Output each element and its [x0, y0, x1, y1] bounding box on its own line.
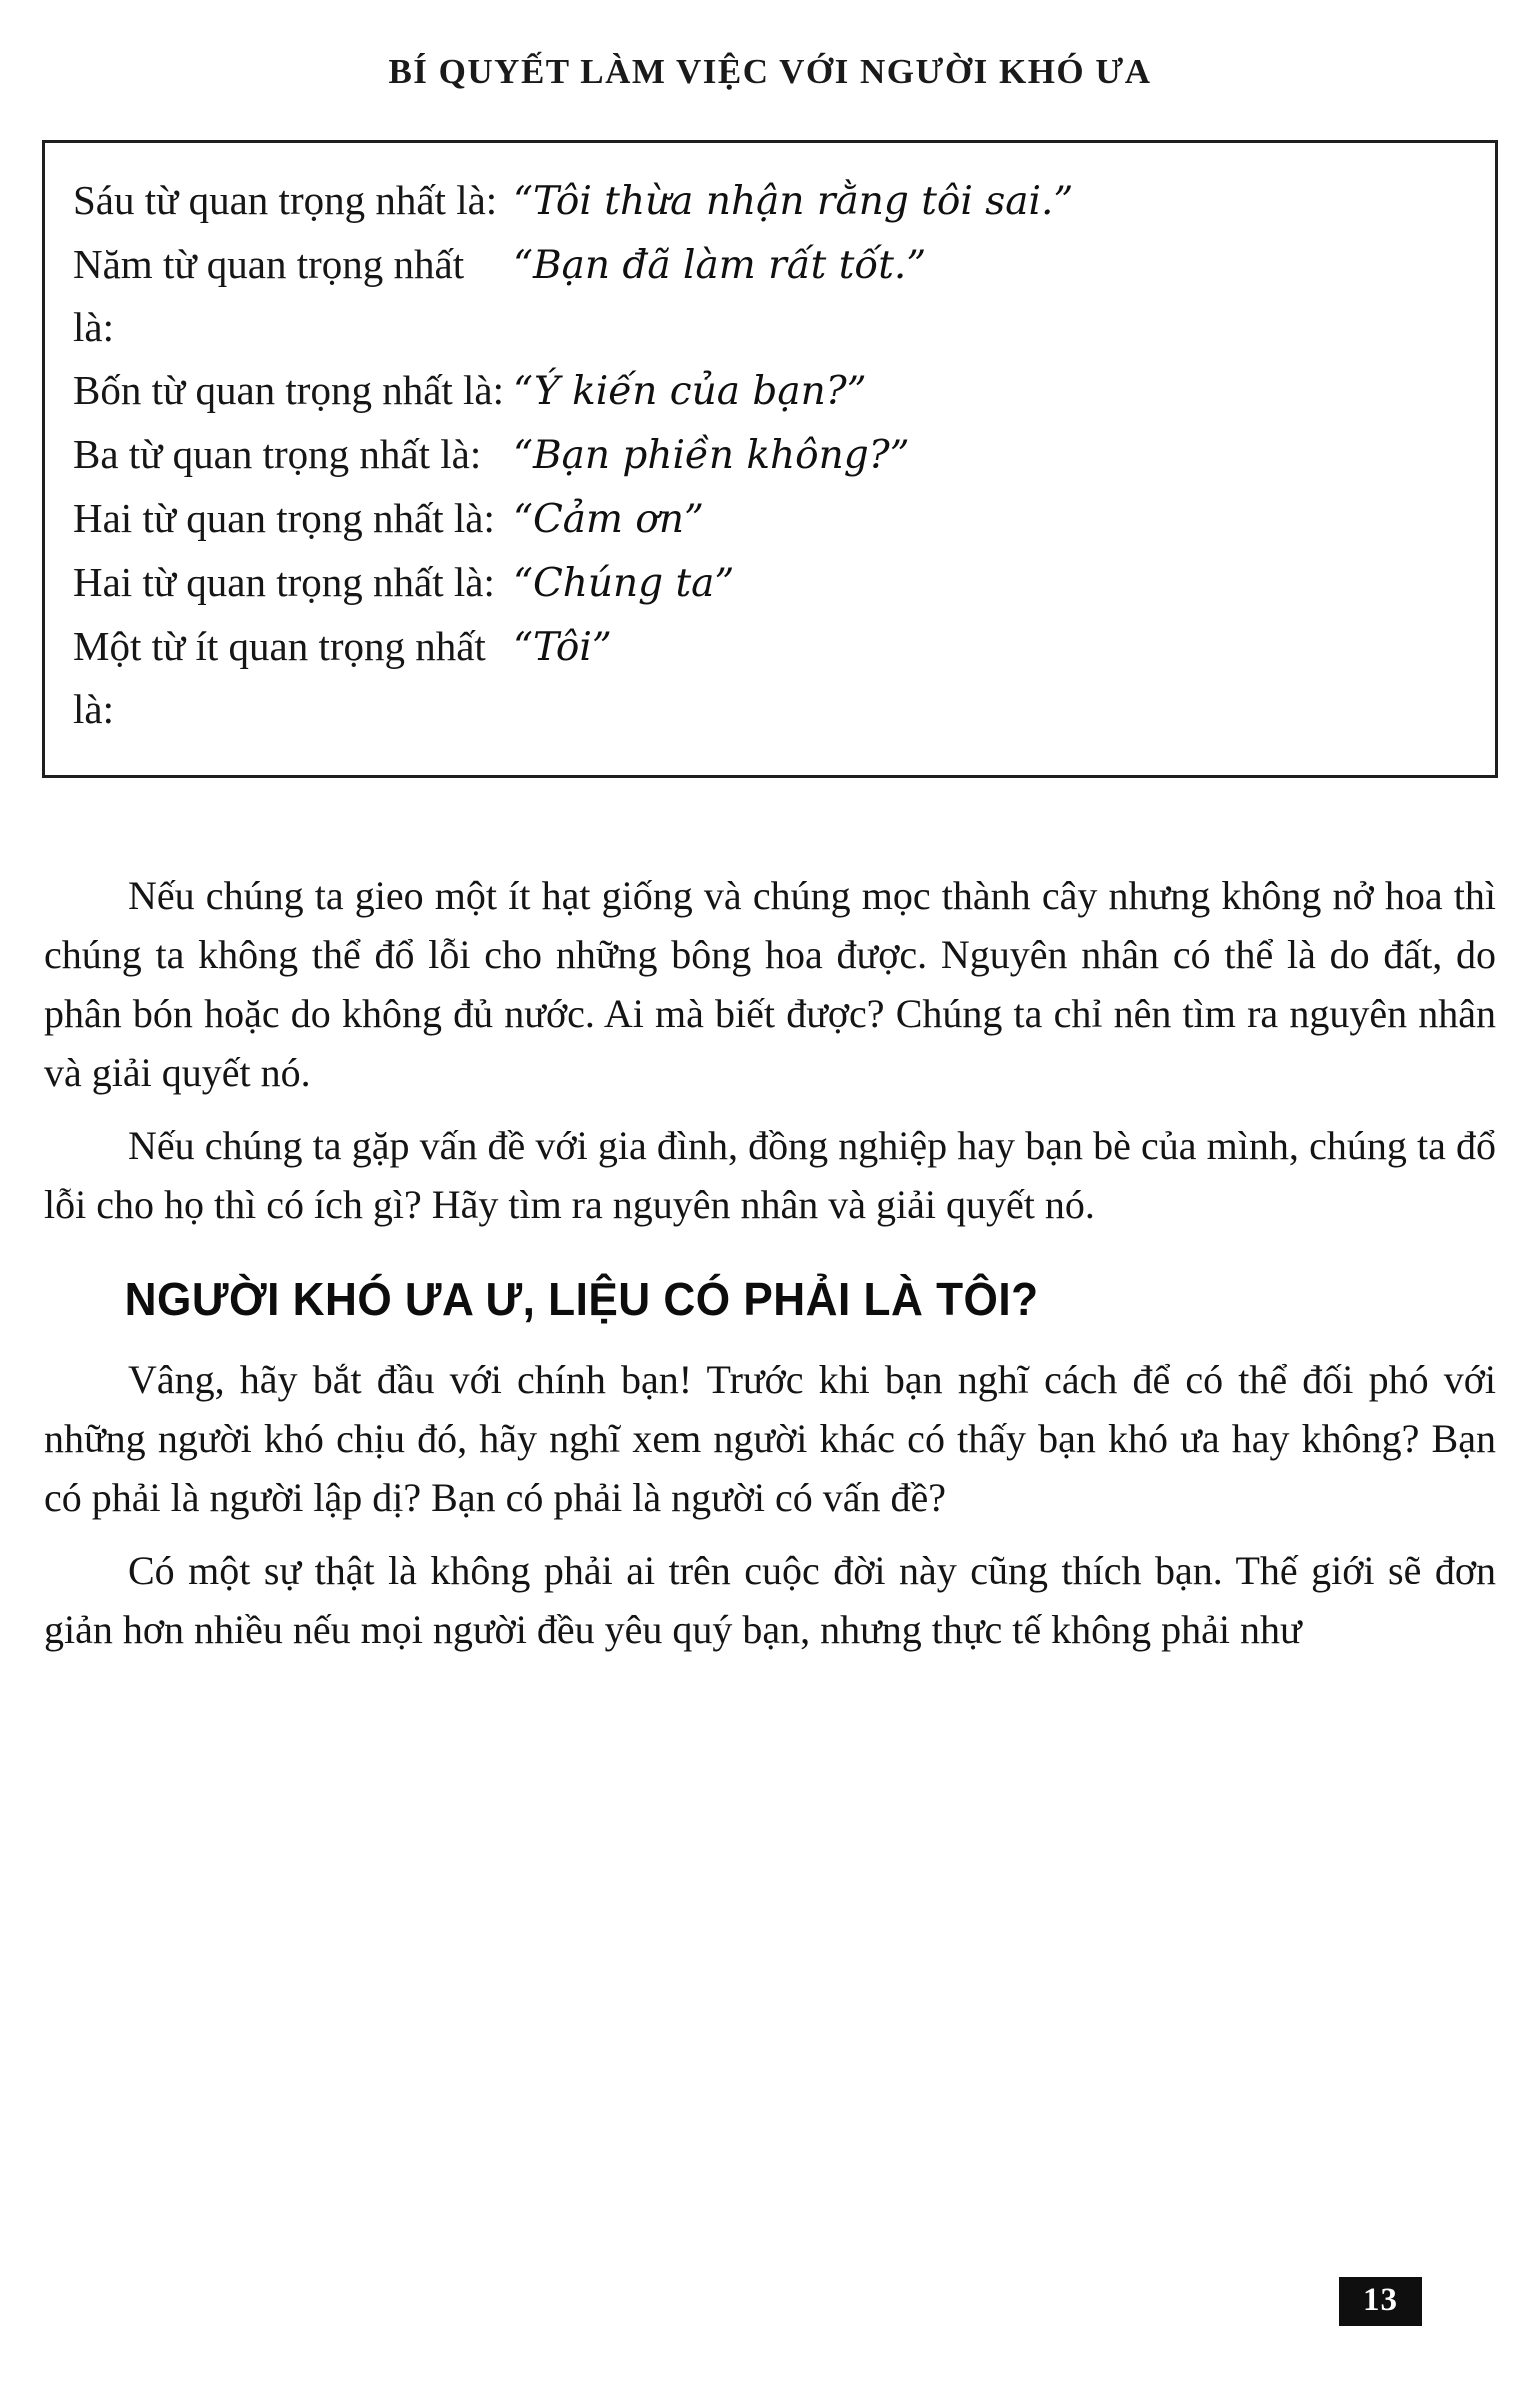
paragraph: Nếu chúng ta gặp vấn đề với gia đình, đồng nghiệp hay bạn bè của mình, chúng ta đổ lỗi cho họ thì có ích gì? Hãy tìm ra nguyên nhân và giải quyết nó. [44, 1123, 1496, 1227]
paragraph: Vâng, hãy bắt đầu với chính bạn! Trước khi bạn nghĩ cách để có thể đối phó với những người khó chịu đó, hãy nghĩ xem người khác có thấy bạn khó ưa hay không? Bạn có phải là người lập dị? Bạn có phải là người có vấn đề? [44, 1357, 1496, 1520]
paragraph: Nếu chúng ta gieo một ít hạt giống và chúng mọc thành cây nhưng không nở hoa thì chúng ta không thể đổ lỗi cho những bông hoa được. Nguyên nhân có thể là do đất, do phân bón hoặc do không đủ nước. Ai mà biết được? Chúng ta chỉ nên tìm ra nguyên nhân và giải quyết nó. [44, 873, 1496, 1095]
quote-row [73, 169, 1479, 233]
quote-row [73, 423, 1479, 487]
quote-row-label: Sáu từ quan trọng nhất là: [73, 177, 498, 223]
quote-row-quote: “Tôi thừa nhận rằng tôi sai.” [513, 179, 1074, 224]
quote-row-quote: “Tôi” [513, 625, 612, 670]
quote-row [73, 615, 1479, 741]
quote-row-label: Hai từ quan trọng nhất là: [73, 495, 495, 541]
quote-row-label: Năm từ quan trọng nhất là: [73, 241, 465, 350]
quote-row-quote: “Cảm ơn” [513, 497, 704, 542]
quote-row-quote: “Chúng ta” [513, 561, 735, 606]
quote-row-label: Ba từ quan trọng nhất là: [73, 431, 482, 477]
quote-row-label: Bốn từ quan trọng nhất là: [73, 367, 505, 413]
quote-row [73, 487, 1479, 551]
paragraph: Có một sự thật là không phải ai trên cuộc đời này cũng thích bạn. Thế giới sẽ đơn giản hơn nhiều nếu mọi người đều yêu quý bạn, nhưng thực tế không phải như [44, 1548, 1496, 1652]
section-heading: NGƯỜI KHÓ ƯA Ư, LIỆU CÓ PHẢI LÀ TÔI? [124, 1273, 1039, 1325]
running-header: BÍ QUYẾT LÀM VIỆC VỚI NGƯỜI KHÓ ƯA [388, 52, 1152, 91]
page-number: 13 [1339, 2277, 1422, 2326]
quote-row [73, 359, 1479, 423]
quote-row-label: Một từ ít quan trọng nhất là: [73, 623, 486, 732]
quote-box [42, 140, 1498, 778]
quote-row-quote: “Bạn phiền không?” [513, 433, 910, 478]
quote-row-quote: “Ý kiến của bạn?” [513, 369, 867, 414]
body-text-block [0, 866, 1540, 1659]
quote-row-quote: “Bạn đã làm rất tốt.” [513, 243, 927, 288]
quote-row-label: Hai từ quan trọng nhất là: [73, 559, 495, 605]
quote-row [73, 551, 1479, 615]
quote-row [73, 233, 1479, 359]
